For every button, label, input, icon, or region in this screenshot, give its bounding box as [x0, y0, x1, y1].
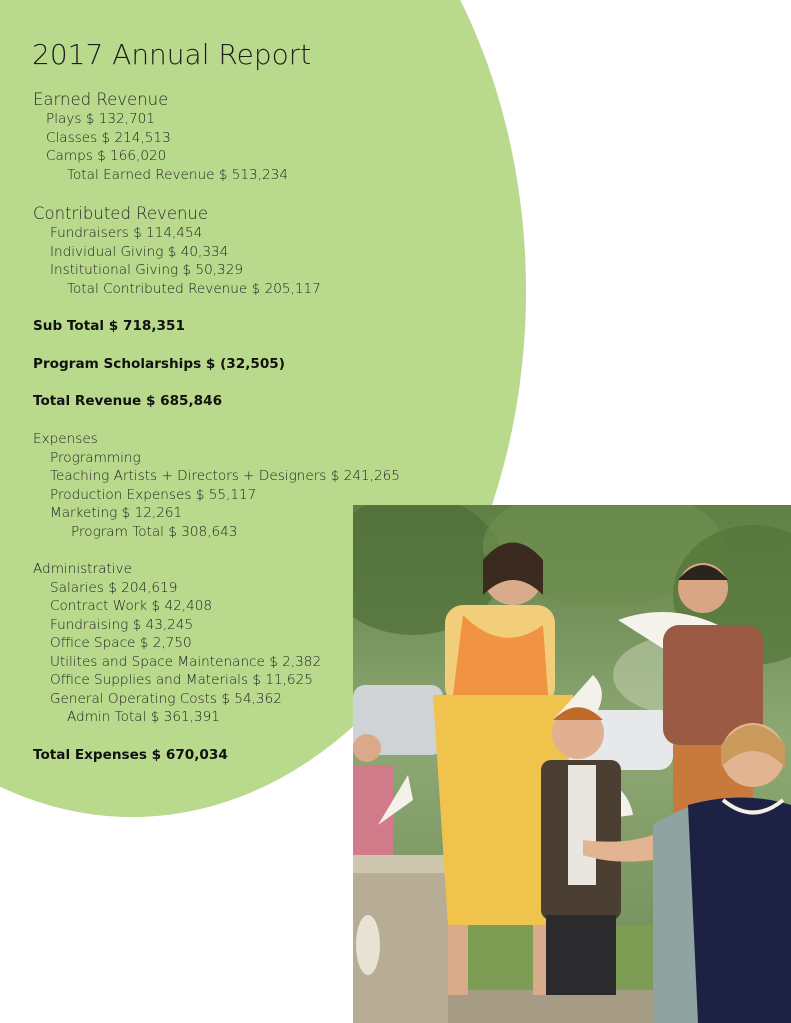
earned-revenue-heading: Earned Revenue	[33, 90, 169, 109]
photo-illustration	[353, 505, 791, 1023]
individual-giving-line: Individual Giving $ 40,334	[50, 244, 229, 260]
subtotal-line: Sub Total $ 718,351	[33, 318, 185, 334]
fundraisers-line: Fundraisers $ 114,454	[50, 225, 203, 241]
programming-line: Programming	[50, 450, 141, 466]
expenses-heading: Expenses	[33, 431, 98, 447]
contributed-revenue-heading: Contributed Revenue	[33, 204, 209, 223]
salaries-line: Salaries $ 204,619	[50, 580, 178, 596]
admin-total-line: Admin Total $ 361,391	[67, 709, 220, 725]
institutional-giving-line: Institutional Giving $ 50,329	[50, 262, 243, 278]
camps-line: Camps $ 166,020	[46, 148, 167, 164]
office-supplies-line: Office Supplies and Materials $ 11,625	[50, 672, 313, 688]
children-in-costume-with-paper-fans-photo	[353, 505, 791, 1023]
program-total-line: Program Total $ 308,643	[71, 524, 238, 540]
utilities-line: Utilites and Space Maintenance $ 2,382	[50, 654, 322, 670]
classes-line: Classes $ 214,513	[46, 130, 171, 146]
total-revenue-line: Total Revenue $ 685,846	[33, 393, 223, 409]
production-line: Production Expenses $ 55,117	[50, 487, 257, 503]
general-operating-line: General Operating Costs $ 54,362	[50, 691, 282, 707]
office-space-line: Office Space $ 2,750	[50, 635, 192, 651]
plays-line: Plays $ 132,701	[46, 111, 155, 127]
administrative-heading: Administrative	[33, 561, 132, 577]
teaching-line: Teaching Artists + Directors + Designers $ 241,265	[50, 468, 400, 484]
total-expenses-line: Total Expenses $ 670,034	[33, 747, 228, 763]
total-contributed-line: Total Contributed Revenue $ 205,117	[67, 281, 321, 297]
page-title: 2017 Annual Report	[32, 38, 312, 71]
marketing-line: Marketing $ 12,261	[50, 505, 183, 521]
fundraising-line: Fundraising $ 43,245	[50, 617, 194, 633]
total-earned-line: Total Earned Revenue $ 513,234	[67, 167, 288, 183]
contract-work-line: Contract Work $ 42,408	[50, 598, 213, 614]
scholarships-line: Program Scholarships $ (32,505)	[33, 356, 285, 372]
